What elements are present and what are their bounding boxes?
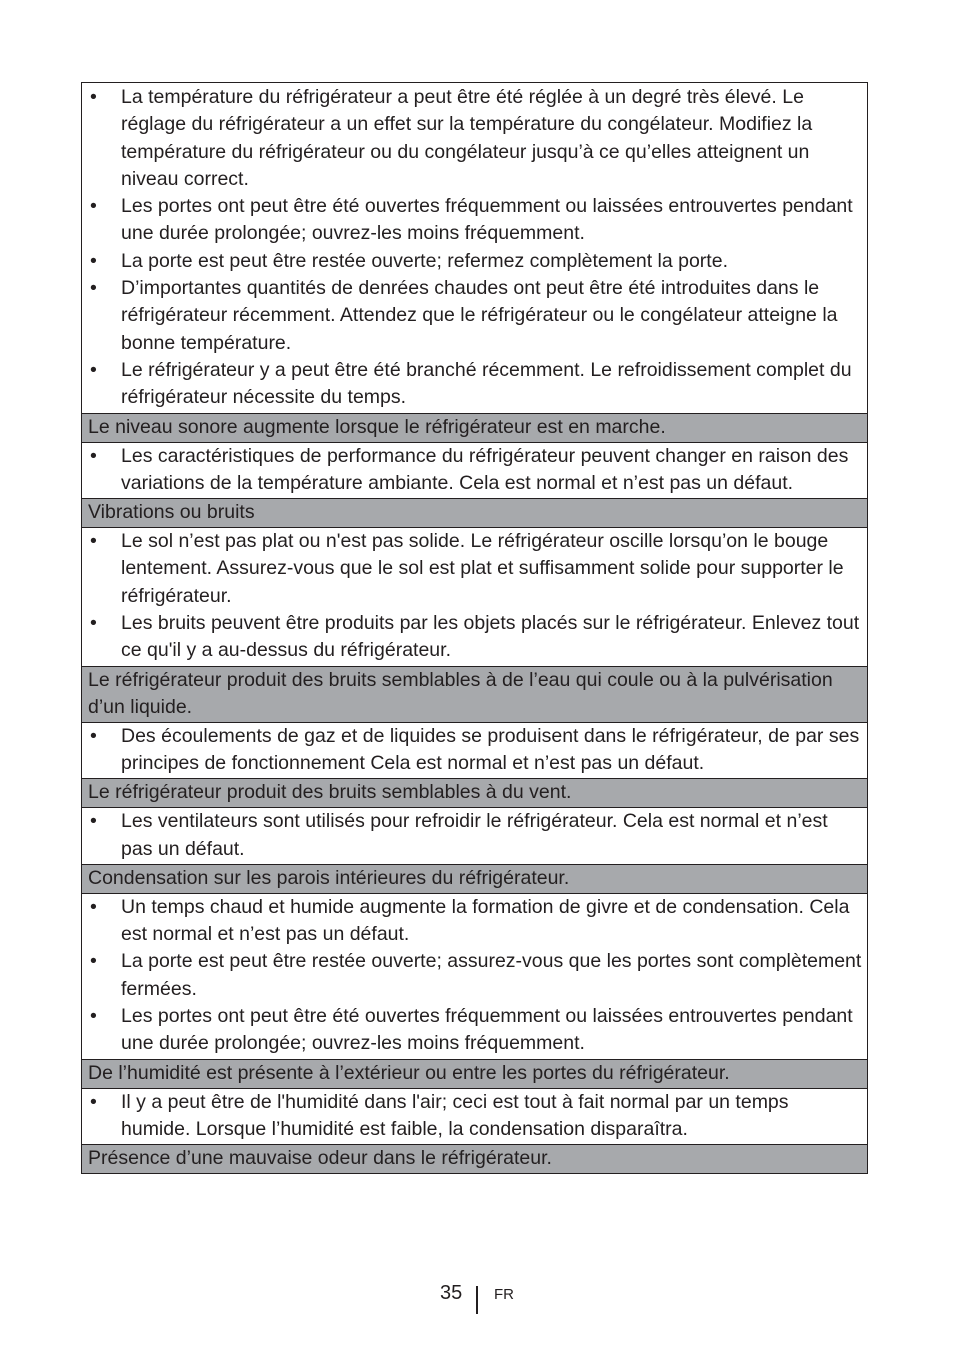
section-header: Condensation sur les parois intérieures du réfrigérateur. [82, 864, 867, 893]
bullet-icon: • [90, 724, 97, 747]
section-4-body [82, 807, 867, 864]
list-item: • Des écoulements de gaz et de liquides se produisent dans le réfrigérateur, de par ses principes de fonctionnement Cela est normal et n’est pas un défaut. [90, 724, 860, 774]
list-item: • D’importantes quantités de denrées chaudes ont peut être été introduites dans le réfrigérateur récemment. Attendez que le réfrigérateur ou le congélateur atteigne la bonne température. [90, 277, 838, 354]
bullet-icon: • [90, 249, 97, 272]
list-item: • La température du réfrigérateur a peut être été réglée à un degré très élevé. Le réglage du réfrigérateur a un effet sur la température du congélateur. Modifiez la température du réfrigérateur ou du congélateur jusqu’à ce qu’elles atteignent un niveau correct. [90, 86, 813, 190]
bullet-list [86, 84, 863, 412]
section-header: Le réfrigérateur produit des bruits semblables à de l’eau qui coule ou à la pulvérisation d’un liquide. [82, 666, 867, 722]
bullet-list [86, 808, 863, 863]
bullet-icon: • [90, 86, 97, 108]
bullet-icon: • [90, 358, 97, 381]
list-item: • Le réfrigérateur y a peut être été branché récemment. Le refroidissement complet du réfrigérateur nécessite du temps. [90, 358, 852, 409]
list-item: • Le sol n’est pas plat ou n'est pas solide. Le réfrigérateur oscille lorsqu’on le bouge lentement. Assurez-vous que le sol est plat et suffisamment solide pour supporter le réfrigérateur. [90, 530, 844, 607]
section-3-body [82, 722, 867, 779]
bullet-icon: • [90, 195, 97, 218]
bullet-list [86, 723, 863, 778]
list-item: • Les caractéristiques de performance du réfrigérateur peuvent changer en raison des variations de la température ambiante. Cela est normal et n’est pas un défaut. [90, 444, 849, 494]
section-header: Présence d’une mauvaise odeur dans le réfrigérateur. [82, 1144, 867, 1173]
list-item: • Un temps chaud et humide augmente la formation de givre et de condensation. Cela est normal et n’est pas un défaut. [90, 895, 850, 946]
list-item: • Les portes ont peut être été ouvertes fréquemment ou laissées entrouvertes pendant une durée prolongée; ouvrez-les moins fréquemment. [90, 195, 853, 245]
section-6-body [82, 1088, 867, 1145]
footer-divider [476, 1286, 478, 1314]
bullet-icon: • [90, 950, 97, 973]
list-item: • Il y a peut être de l'humidité dans l'air; ceci est tout à fait normal par un temps humide. Lorsque l’humidité est faible, la condensation disparaîtra. [90, 1090, 789, 1140]
section-1-body [82, 442, 867, 499]
section-header: De l’humidité est présente à l’extérieur ou entre les portes du réfrigérateur. [82, 1059, 867, 1088]
bullet-icon: • [90, 810, 97, 833]
bullet-icon: • [90, 530, 97, 553]
bullet-icon: • [90, 1005, 97, 1028]
bullet-icon: • [90, 1090, 97, 1113]
bullet-list [86, 443, 863, 498]
list-item: • Les portes ont peut être été ouvertes fréquemment ou laissées entrouvertes pendant une durée prolongée; ouvrez-les moins fréquemment. [90, 1005, 853, 1055]
language-code: FR [494, 1286, 514, 1303]
bullet-list [86, 528, 863, 664]
section-header: Vibrations ou bruits [82, 498, 867, 527]
section-5-body [82, 893, 867, 1059]
section-header: Le réfrigérateur produit des bruits semblables à du vent. [82, 778, 867, 807]
bullet-list [86, 894, 863, 1058]
list-item: • Les bruits peuvent être produits par les objets placés sur le réfrigérateur. Enlevez tout ce qu'il y a au-dessus du réfrigérateur. [90, 612, 860, 662]
bullet-list [86, 1089, 863, 1144]
section-2-body [82, 527, 867, 665]
list-item: • La porte est peut être restée ouverte; assurez-vous que les portes sont complètement fermées. [90, 950, 862, 1000]
page-number: 35 [440, 1282, 463, 1304]
bullet-icon: • [90, 895, 97, 918]
troubleshooting-table [81, 82, 868, 1174]
section-header: Le niveau sonore augmente lorsque le réfrigérateur est en marche. [82, 413, 867, 442]
bullet-icon: • [90, 277, 97, 300]
page-footer [0, 1280, 954, 1316]
bullet-icon: • [90, 612, 97, 635]
section-0-body [82, 83, 867, 413]
bullet-icon: • [90, 444, 97, 467]
list-item: • La porte est peut être restée ouverte; refermez complètement la porte. [86, 248, 863, 275]
list-item: • Les ventilateurs sont utilisés pour refroidir le réfrigérateur. Cela est normal et n’est pas un défaut. [90, 810, 828, 860]
